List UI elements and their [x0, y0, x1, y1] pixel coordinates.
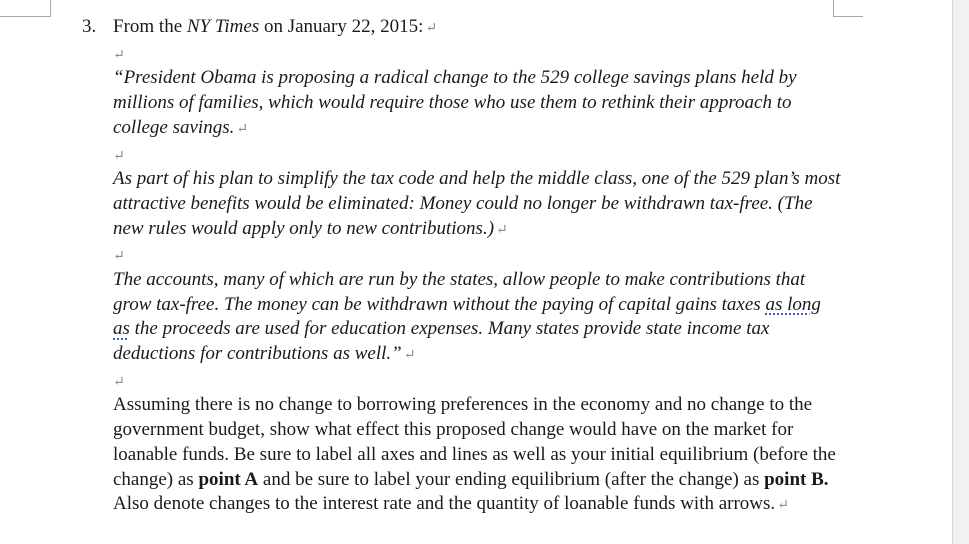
quote-paragraph-3[interactable] [113, 268, 842, 369]
margin-corner-marker-left [0, 0, 51, 17]
intro-suffix: on January 22, 2015: [263, 16, 424, 37]
instructions-text-2: and be sure to label your ending equilibrium (after the change) as [262, 468, 760, 490]
empty-paragraph[interactable] [113, 143, 842, 168]
paragraph-mark-icon: ↵ [236, 121, 249, 137]
paragraph-mark-icon: ↵ [777, 498, 789, 514]
point-a-label: point A [198, 468, 259, 490]
instructions-paragraph[interactable] [113, 393, 842, 519]
quote-paragraph-3-text-start: The accounts, many of which are run by the states, allow people to make contributions that grow tax-free. The money can be withdrawn without the paying of capital gains taxes [113, 268, 806, 315]
empty-paragraph[interactable] [113, 243, 842, 268]
question-heading[interactable] [82, 15, 842, 42]
empty-paragraph[interactable] [113, 42, 842, 67]
paragraph-mark-icon: ↵ [403, 348, 416, 364]
quote-paragraph-2-text: As part of his plan to simplify the tax code and help the middle class, one of the 529 plan’s most attractive benefits would be eliminated: Money could no longer be withdrawn tax-free. (The new rules would apply only to new contributions.) [113, 168, 841, 239]
quote-paragraph-3-text-end: the proceeds are used for education expenses. Many states provide state income tax deductions for contributions as well.” [113, 318, 770, 365]
publication-name: NY Times [186, 16, 260, 37]
quote-paragraph-1[interactable] [113, 66, 842, 142]
paragraph-mark-icon: ↵ [113, 374, 125, 390]
intro-prefix: From the [113, 16, 183, 37]
paragraph-mark-icon: ↵ [425, 21, 438, 36]
window-edge-right [952, 0, 969, 544]
grammar-flagged-phrase[interactable]: as long as [113, 293, 821, 340]
empty-paragraph[interactable] [113, 369, 842, 394]
document-page[interactable] [82, 15, 842, 519]
instructions-text-3: Also denote changes to the interest rate and the quantity of loanable funds with arrows. [113, 493, 776, 515]
quote-paragraph-2[interactable] [113, 167, 842, 243]
paragraph-mark-icon: ↵ [113, 47, 125, 63]
quote-paragraph-1-text: “President Obama is proposing a radical change to the 529 college savings plans held by millions of families, which would require those who use them to rethink their approach to college savings. [113, 67, 797, 138]
instructions-text-1: Assuming there is no change to borrowing preferences in the economy and no change to the government budget, show what effect this proposed change would have on the market for loanable funds. Be sure to label all axes and lines as well as your initial equilibrium (before the change) as [113, 394, 836, 490]
point-b-label: point B. [764, 468, 829, 490]
question-body [82, 42, 842, 519]
paragraph-mark-icon: ↵ [113, 249, 125, 265]
paragraph-mark-icon: ↵ [113, 148, 125, 164]
paragraph-mark-icon: ↵ [496, 222, 508, 238]
question-number: 3. [82, 16, 97, 37]
